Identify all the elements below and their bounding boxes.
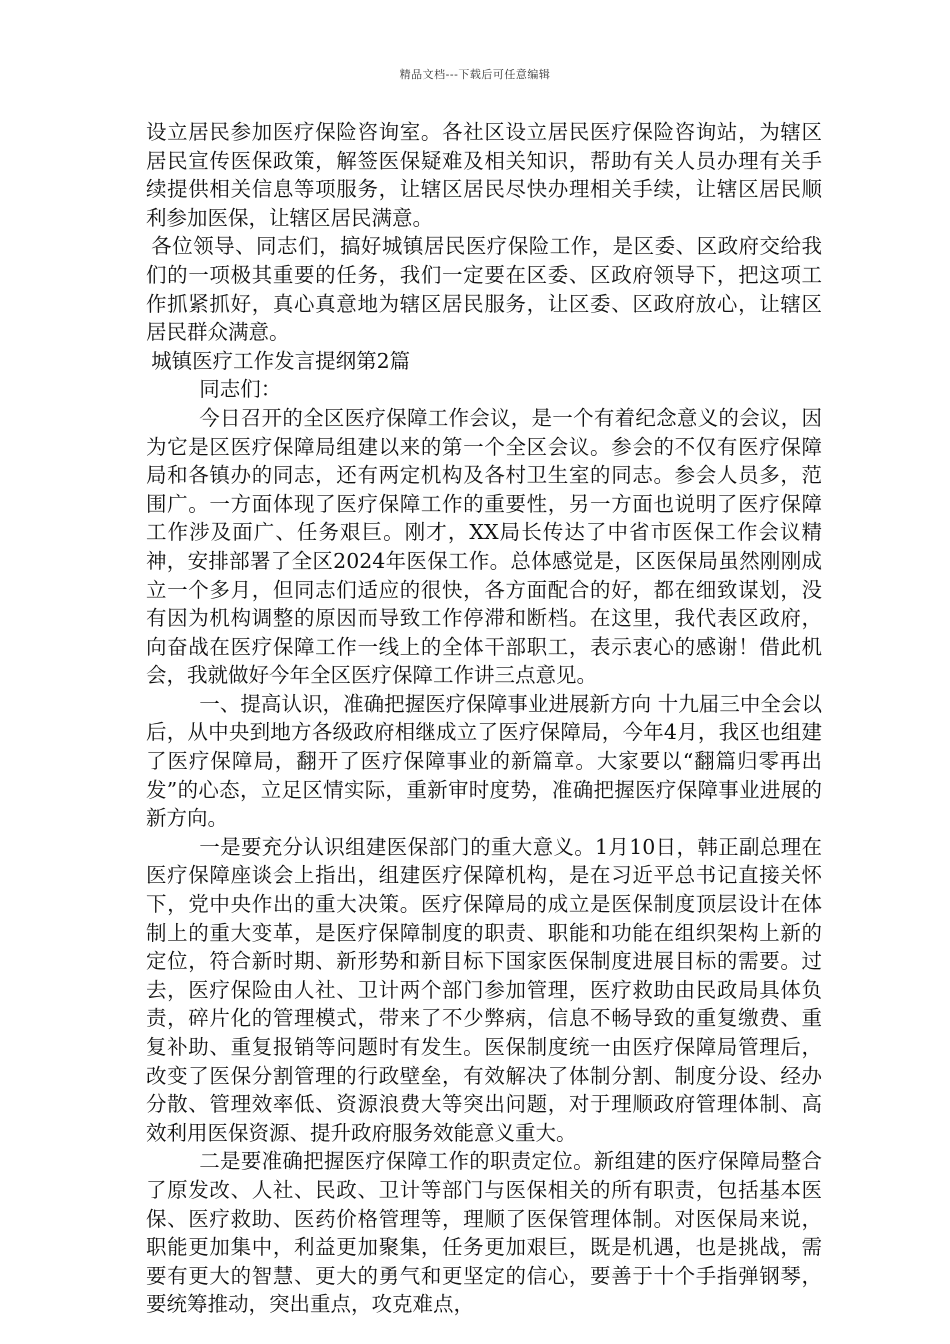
paragraph-1: 设立居民参加医疗保险咨询室。各社区设立居民医疗保险咨询站，为辖区居民宣传医保政策，解签医保疑难及相关知识，帮助有关人员办理有关手续提供相关信息等项服务，让辖区居民尽快办理相关手续，让辖区居民顺利参加医保，让辖区居民满意。	[146, 120, 822, 230]
paragraph-5: 一是要充分认识组建医保部门的重大意义。1月10日，韩正副总理在医疗保障座谈会上指出，组建医疗保障机构，是在习近平总书记直接关怀下，党中央作出的重大决策。医疗保障局的成立是医保制度顶层设计在体制上的重大变革，是医疗保障制度的职责、职能和功能在组织架构上新的定位，符合新时期、新形势和新目标下国家医保制度进展目标的需要。过去，医疗保险由人社、卫计两个部门参加管理，医疗救助由民政局具体负责，碎片化的管理模式，带来了不少弊病，信息不畅导致的重复缴费、重复补助、重复报销等问题时有发生。医保制度统一由医疗保障局管理后，改变了医保分割管理的行政壁垒，有效解决了体制分割、制度分设、经办分散、管理效率低、资源浪费大等突出问题，对于理顺政府管理体制、高效利用医保资源、提升政府服务效能意义重大。	[146, 834, 822, 1145]
salutation: 同志们：	[199, 377, 282, 402]
page-header: 精品文档---下载后可任意编辑	[399, 68, 551, 81]
document-body	[146, 118, 822, 1319]
paragraph-3: 今日召开的全区医疗保障工作会议，是一个有着纪念意义的会议，因为它是区医疗保障局组建以来的第一个全区会议。参会的不仅有医疗保障局和各镇办的同志，还有两定机构及各村卫生室的同志。参会人员多，范围广。一方面体现了医疗保障工作的重要性，另一方面也说明了医疗保障工作涉及面广、任务艰巨。刚才，XX局长传达了中省市医保工作会议精神，安排部署了全区2024年医保工作。总体感觉是，区医保局虽然刚刚成立一个多月，但同志们适应的很快，各方面配合的好，都在细致谋划，没有因为机构调整的原因而导致工作停滞和断档。在这里，我代表区政府，向奋战在医疗保障工作一线上的全体干部职工，表示衷心的感谢！借此机会，我就做好今年全区医疗保障工作讲三点意见。	[146, 405, 822, 688]
paragraph-2: 各位领导、同志们，搞好城镇居民医疗保险工作，是区委、区政府交给我们的一项极其重要的任务，我们一定要在区委、区政府领导下，把这项工作抓紧抓好，真心真意地为辖区居民服务，让区委、区政府放心，让辖区居民群众满意。	[146, 234, 822, 345]
paragraph-4: 一、提高认识，准确把握医疗保障事业进展新方向 十九届三中全会以后，从中央到地方各级政府相继成立了医疗保障局，今年4月，我区也组建了医疗保障局，翻开了医疗保障事业的新篇章。大家要以“翻篇归零再出发”的心态，立足区情实际，重新审时度势，准确把握医疗保障事业进展的新方向。	[146, 691, 822, 831]
section-title: 城镇医疗工作发言提纲第2篇	[151, 348, 411, 373]
paragraph-6: 二是要准确把握医疗保障工作的职责定位。新组建的医疗保障局整合了原发改、人社、民政、卫计等部门与医保相关的所有职责，包括基本医保、医疗救助、医药价格管理等，理顺了医保管理体制。对医保局来说，职能更加集中，利益更加聚集，任务更加艰巨，既是机遇，也是挑战，需要有更大的智慧、更大的勇气和更坚定的信心，要善于十个手指弹钢琴，要统筹推动，突出重点，攻克难点，	[146, 1149, 822, 1317]
